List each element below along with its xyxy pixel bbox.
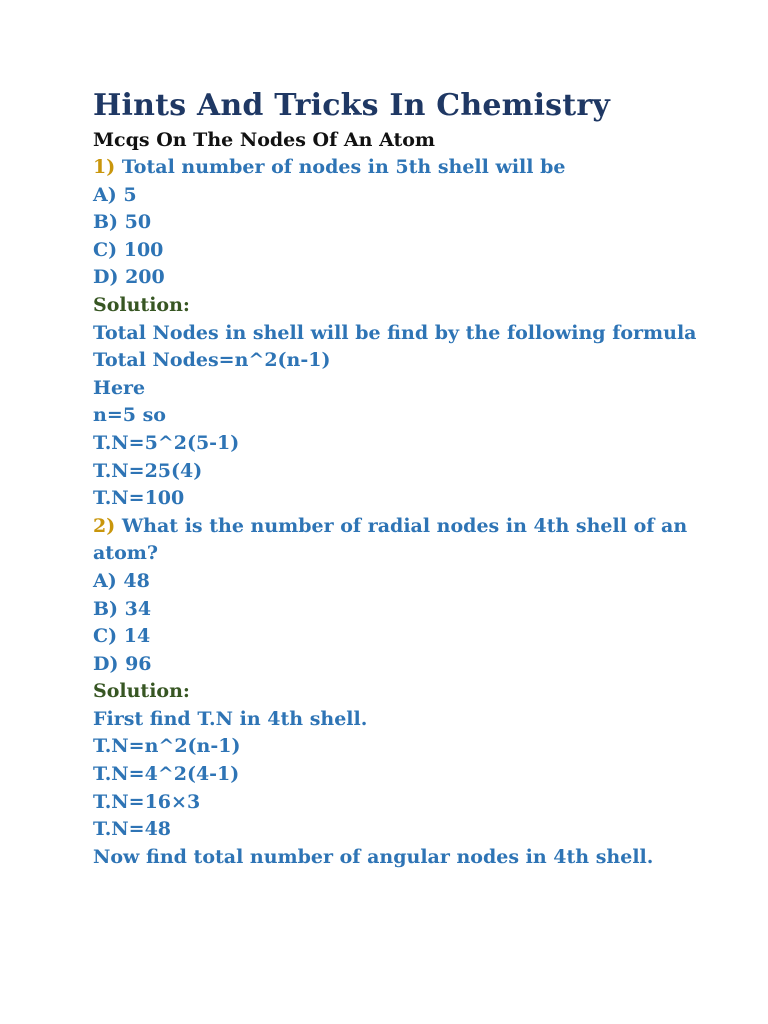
q1-option-b: B) 50 [93, 211, 152, 234]
q1-option-c: C) 100 [93, 238, 164, 261]
question-1 [93, 154, 713, 182]
q2-option-d: D) 96 [93, 652, 152, 675]
q1-solution-line: T.N=5^2(5-1) [93, 431, 240, 454]
q2-solution-line: T.N=48 [93, 818, 172, 841]
q1-solution-line: T.N=100 [93, 487, 185, 510]
q1-solution-line: Here [93, 376, 146, 399]
question-1-number: 1) [93, 156, 116, 178]
q2-solution-line: T.N=n^2(n-1) [93, 735, 241, 758]
q2-solution-line: Now find total number of angular nodes in 4th shell. [93, 845, 654, 868]
page-title: Hints And Tricks In Chemistry [93, 88, 610, 123]
q2-option-b: B) 34 [93, 597, 152, 620]
q1-solution-line: Total Nodes=n^2(n-1) [93, 349, 331, 372]
q2-option-a: A) 48 [93, 569, 150, 592]
q2-solution-line: T.N=16×3 [93, 790, 201, 813]
q2-option-c: C) 14 [93, 625, 151, 648]
q1-option-a: A) 5 [93, 183, 137, 206]
q1-solution-line: Total Nodes in shell will be find by the following formula [93, 321, 697, 344]
q2-solution-label: Solution: [93, 680, 190, 703]
q1-option-d: D) 200 [93, 266, 165, 289]
q1-solution-line: n=5 so [93, 404, 166, 427]
question-2-number: 2) [93, 514, 116, 537]
page-subtitle: Mcqs On The Nodes Of An Atom [93, 129, 436, 151]
q2-solution-line: T.N=4^2(4-1) [93, 763, 240, 786]
question-1-text: Total number of nodes in 5th shell will be [121, 156, 566, 178]
q2-solution-line: First find T.N in 4th shell. [93, 707, 368, 730]
question-2 [93, 513, 713, 568]
q1-solution-line: T.N=25(4) [93, 459, 203, 482]
q1-solution-label: Solution: [93, 293, 190, 316]
document-content [93, 86, 713, 871]
question-2-text: What is the number of radial nodes in 4th shell of an atom? [93, 514, 688, 565]
